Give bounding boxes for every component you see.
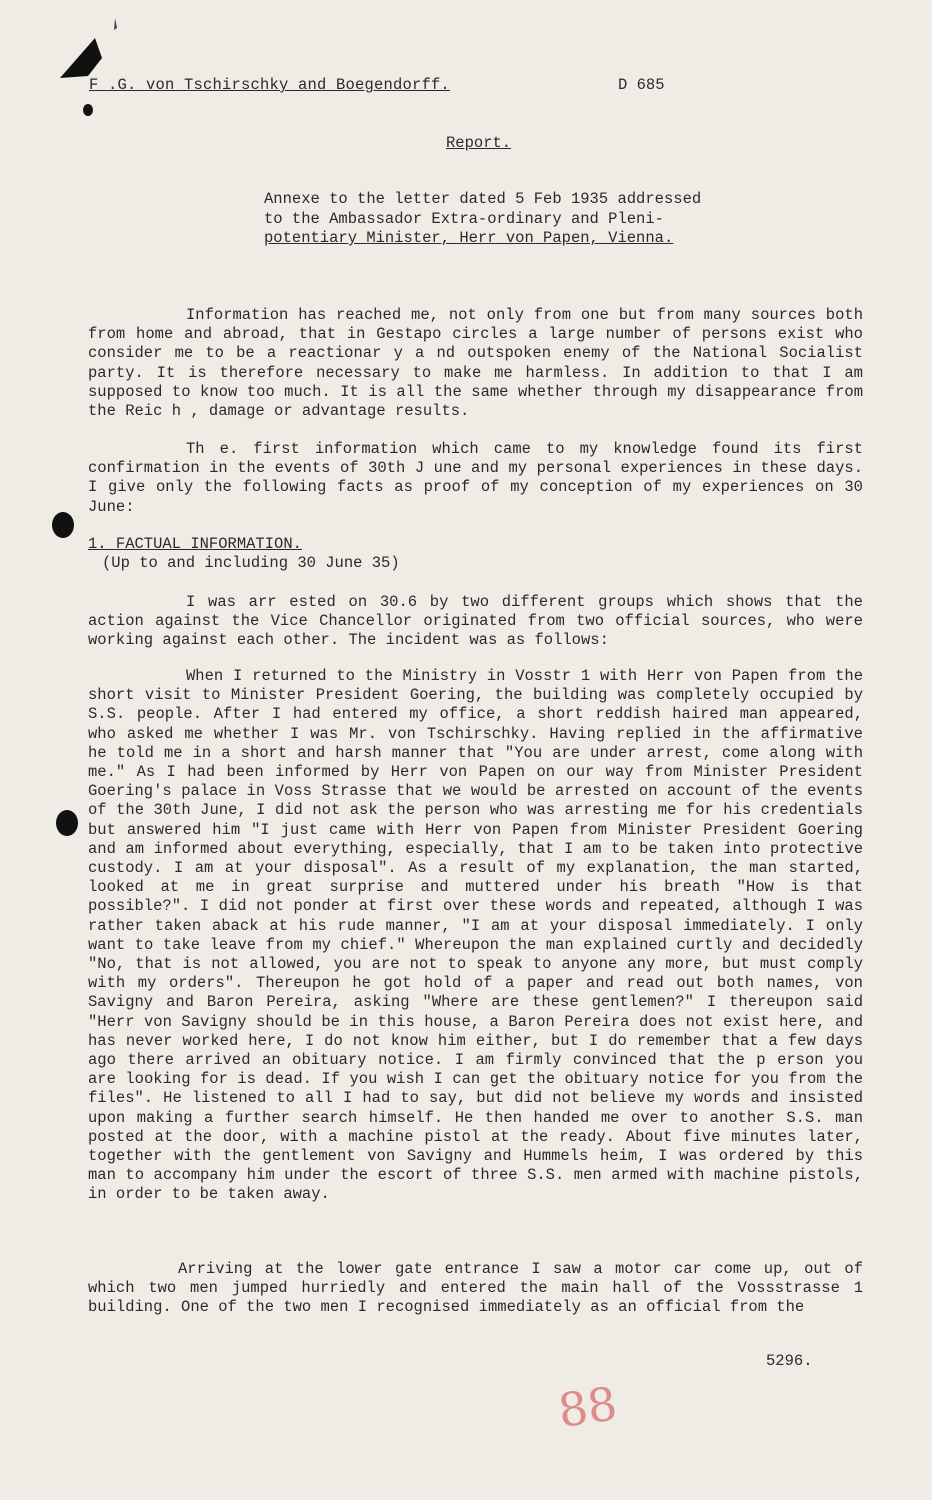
- annexe-note: [264, 190, 734, 249]
- annexe-line-3: potentiary Minister, Herr von Papen, Vienna.: [264, 229, 674, 247]
- paragraph-first-information: Th e. first information which came to my knowledge found its first confirmation in the events of 30th J une and my personal experiences in these days. I give only the following facts as proof of my conception of my experiences on 30 June:: [88, 440, 863, 516]
- paragraph-incident: When I returned to the Ministry in Vosstr 1 with Herr von Papen from the short visit to Minister President Goering, the building was completely occupied by S.S. people. After I had entered my office, a short reddish haired man appeared, who asked me whether I was Mr. von Tschirschky. Having replied in the affirmative he told me in a short and harsh manner that "You are under arrest, come along with me." As I had been informed by Herr von Papen on our way from Minister President Goering's palace in Voss Strasse that we would be arrested on account of the events of the 30th June, I did not ask the person who was arresting me for his credentials but answered him "I just came with Herr von Papen from Minister President Goering and am informed about everything, especially, that I am to be taken into protective custody. I am at your disposal". As a result of my explanation, the man started, looked at me in great surprise and muttered under his breath "How is that possible?". I did not ponder at first over these words and repeated, although I was rather taken aback at his rude manner, "I am at your disposal immediately. I only want to take leave from my chief." Whereupon the man explained curtly and decidedly "No, that is not allowed, you are not to speak to anyone any more, but must comply with my orders". Thereupon he got hold of a paper and read out both names, von Savigny and Baron Pereira, asking "Where are these gentlemen?" I thereupon said "Herr von Savigny should be in this house, a Baron Pereira does not exist here, and has never worked here, I do not know him either, but I do remember that a few days ago there arrived an obituary notice. I am firmly convinced that the p erson you are looking for is dead. If you wish I can get the obituary notice for you from the files". He listened to all I had to say, but did not believe my words and insisted upon making a further search himself. He then handed me over to another S.S. man posted at the door, with a machine pistol at the ready. About five minutes later, together with the gentlement von Savigny and Hummels heim, I was ordered by this man to accompany him under the escort of three S.S. men armed with machine pistols, in order to be taken away.: [88, 667, 863, 1204]
- ink-blot-mark: [40, 18, 120, 118]
- paragraph-information: Information has reached me, not only from one but from many sources both from home and abroad, that in Gestapo circles a large number of persons exist who consider me to be a reactionar y a nd outspoken enemy of the National Socialist party. It is therefore necessary to make me harmless. In addition to that I am supposed to know too much. It is all the same whether through my disappearance from the Reic h , damage or advantage results.: [88, 306, 863, 421]
- section-title: 1. FACTUAL INFORMATION.: [88, 535, 302, 553]
- paragraph-arrest: I was arr ested on 30.6 by two different groups which shows that the action against the Vice Chancellor originated from two official sources, who were working against each other. The incident was as follows:: [88, 593, 863, 650]
- paragraph-gate-entrance: Arriving at the lower gate entrance I saw a motor car come up, out of which two men jumped hurriedly and entered the main hall of the Vossstrasse 1 building. One of the two men I recognised immediately as an official from the: [88, 1260, 863, 1317]
- annexe-line-1: Annexe to the letter dated 5 Feb 1935 addressed: [264, 190, 702, 208]
- handwritten-folio-number: 88: [554, 1376, 621, 1438]
- document-author-header: F .G. von Tschirschky and Boegendorff.: [89, 76, 451, 94]
- page-number: 5296.: [766, 1352, 813, 1370]
- punch-hole: [56, 810, 78, 836]
- document-reference: D 685: [618, 76, 665, 94]
- report-title: Report.: [446, 134, 512, 152]
- annexe-line-2: to the Ambassador Extra-ordinary and Pleni-: [264, 209, 664, 228]
- section-heading: [88, 535, 400, 573]
- punch-hole: [52, 512, 74, 538]
- section-subtitle: (Up to and including 30 June 35): [102, 554, 400, 572]
